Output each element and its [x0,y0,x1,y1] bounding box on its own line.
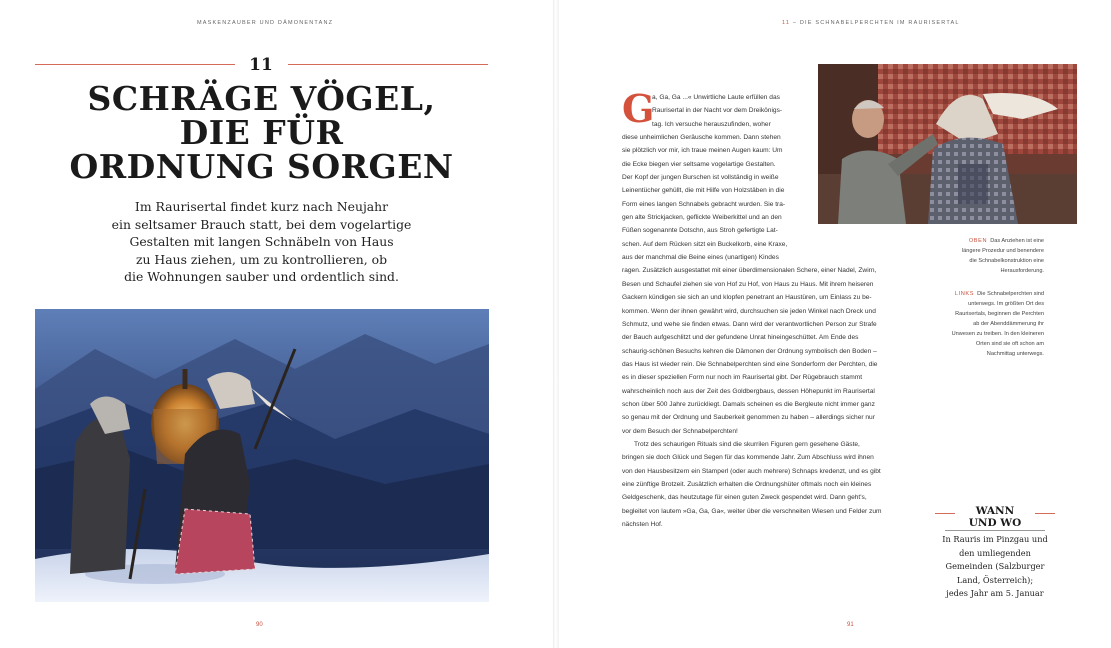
info-box-title-line: UND WO [968,517,1022,529]
body-line: von den Hausbesitzern ein Stamperl (oder auch mehrere) Schnaps kredenzt, und es gibt [622,467,881,475]
running-head-right-dash: – [792,20,798,26]
body-line: Füßen sogenannte Dotschn, aus Stroh gefertigte Lat- [622,227,778,235]
body-line: Besen und Schaufel ziehen sie von Hof zu Hof, von Haus zu Haus. Mit ihrem heiseren [622,280,874,288]
body-line: Raurisertal in der Nacht vor dem Dreikönigs- [652,107,783,115]
body-line: die Ecke biegen vier seltsame vogelartige Gestalten. [622,160,776,168]
body-line: der Bauch aufgeschlitzt und der gefundene Unrat hineingeschüttet. Am Ende des [622,334,859,342]
info-box-line: den umliegenden [959,547,1031,558]
chapter-rule-right [288,64,488,65]
body-line: Geldgeschenk, das heutzutage für einen guten Zweck gespendet wird. Dann geht's, [622,494,867,502]
running-head-right-number: 11 [782,20,791,26]
page-number-left: 90 [256,622,263,628]
body-line: sie plötzlich vor mir, ich traue meinen Augen kaum: Um [622,147,783,155]
caption-line: die Schnabelkonstruktion eine [969,258,1044,264]
caption-line: OBEN Das Anziehen ist eine [968,238,1044,244]
chapter-number: 11 [249,55,273,75]
body-line: Form eines langen Schnabels gebracht wurden. Sie tra- [622,200,786,208]
chapter-rule-left [35,64,235,65]
caption-line: längere Prozedur und benendere [961,248,1044,254]
info-box-line: In Rauris im Pinzgau und [942,534,1048,544]
running-head-right-title: DIE SCHNABELPERCHTEN IM RAURISERTAL [799,20,960,26]
two-schnabelperchten-night-snow-photo [35,309,489,602]
headline-line: ORDNUNG SORGEN [69,147,454,186]
body-line: gen alte Strickjacken, geflickte Weiberkittel und an den [622,214,782,222]
caption-label: LINKS [954,291,975,297]
caption-line: Unwesen zu treiben. In den kleineren [951,331,1044,337]
body-line: vor dem Besuch der Schnabelperchten! [622,427,738,435]
running-head-right [782,20,960,26]
body-line: Der Kopf der jungen Burschen ist vollständig in weiße [622,174,779,182]
chapter-lead [40,198,483,286]
body-line: Trotz des schaurigen Rituals sind die skurrilen Figuren gern gesehene Gäste, [634,440,860,448]
info-box-line: jedes Jahr am 5. Januar [946,588,1044,599]
lead-line: zu Haus ziehen, um zu kontrollieren, ob [135,251,388,267]
page-number-right: 91 [847,622,854,628]
body-line: schaurig-schönen Besuchs kehren die Dämonen der Ordnung symbolisch den Boden – [622,347,877,355]
body-line: schon über 500 Jahre zurückliegt. Damals scheinen es die Bergleute nicht immer ganz [622,400,875,408]
body-line: diese unheimlichen Geräusche kommen. Dann stehen [622,134,781,142]
caption-line: ab der Abenddämmerung ihr [973,321,1044,327]
body-line: wahrscheinlich noch aus der Zeit des Goldbergbaus, dessen Höhepunkt im Raurisertal [622,387,875,395]
body-line: aus der manchmal die Beine eines (unartigen) Kindes [622,254,779,262]
lead-line: ein seltsamer Brauch statt, bei dem vogelartige [111,216,412,232]
caption-label: OBEN [968,238,988,244]
lead-line: die Wohnungen sauber und ordentlich sind. [124,269,399,284]
caption-line: Raurisertals, beginnen die Perchten [955,311,1044,317]
caption-line: Orten sind sie oft schon am [975,341,1044,347]
body-line: Schmutz, und wehe sie finden etwas. Dann wird der verantwortlichen Person zur Strafe [622,320,877,328]
info-box-line: Gemeinden (Salzburger [945,561,1045,572]
article-body [622,86,910,531]
running-head-left: MASKENZAUBER UND DÄMONENTANZ [197,20,334,26]
body-line: nächsten Hof. [622,521,663,528]
body-line: Gackern kündigen sie sich an und klopfen penetrant an Haustüren, um Einlass zu be- [622,294,872,302]
book-gutter [553,0,559,648]
body-line: das Haus ist wieder rein. Die Schnabelperchten sind eine Sonderform der Perchten, die [622,360,878,368]
drop-cap: G [622,86,655,131]
body-line: kommen. Wenn der ihnen gewährt wird, durchsuchen sie jeden Winkel nach Dreck und [622,307,876,315]
info-box-title-line: WANN [975,505,1015,517]
body-line: a, Ga, Ga ...« Unwirtliche Laute erfüllen das [652,94,780,101]
info-box-line: Land, Österreich); [956,574,1034,585]
box-rule-under-title [945,530,1045,531]
body-line: bringen sie doch Glück und Segen für das kommende Jahr. Zum Abschluss wird ihnen [622,454,874,462]
caption-top [920,236,1044,276]
lead-line: Gestalten mit langen Schnäbeln von Haus [129,234,394,249]
body-line: ragen. Zusätzlich ausgestattet mit einer überdimensionalen Schere, einer Nadel, Zwirn, [622,267,877,275]
headline-line: SCHRÄGE VÖGEL, [87,79,436,118]
caption-left [920,289,1044,359]
body-line: tag. Ich versuche herauszufinden, woher [652,120,771,128]
chapter-headline [35,79,488,186]
body-line: begleitet von lautem »Ga, Ga, Ga«, weiter über die verschneiten Wiesen und Felder zum [622,507,882,515]
caption-line: Herausforderung. [1000,268,1044,274]
headline-line: DIE FÜR [179,113,344,152]
caption-line: Nachmittag unterwegs. [986,351,1044,357]
body-line: so genau mit der Ordnung und Sauberkeit genommen zu haben – allerdings sicher nur [622,414,875,422]
body-line: eine zünftige Brotzeit. Zusätzlich erhalten die Ordnungshüter oftmals noch ein kleines [622,480,872,488]
caption-line: LINKS Die Schnabelperchten sind [954,291,1044,297]
info-box-title [945,505,1045,529]
info-box-text [935,533,1055,601]
body-line: schen. Auf dem Rücken sitzt ein Buckelkorb, eine Kraxe, [622,240,788,248]
body-line: es in dieser speziellen Form nur noch im Raurisertal gibt. Der Rügebrauch stammt [622,374,863,382]
caption-line: unterwegs. Im größten Ort des [968,301,1044,307]
body-line: Leinentücher gehüllt, die mit Hilfe von Holzstäben in die [622,187,785,195]
lead-line: Im Raurisertal findet kurz nach Neujahr [134,199,389,214]
